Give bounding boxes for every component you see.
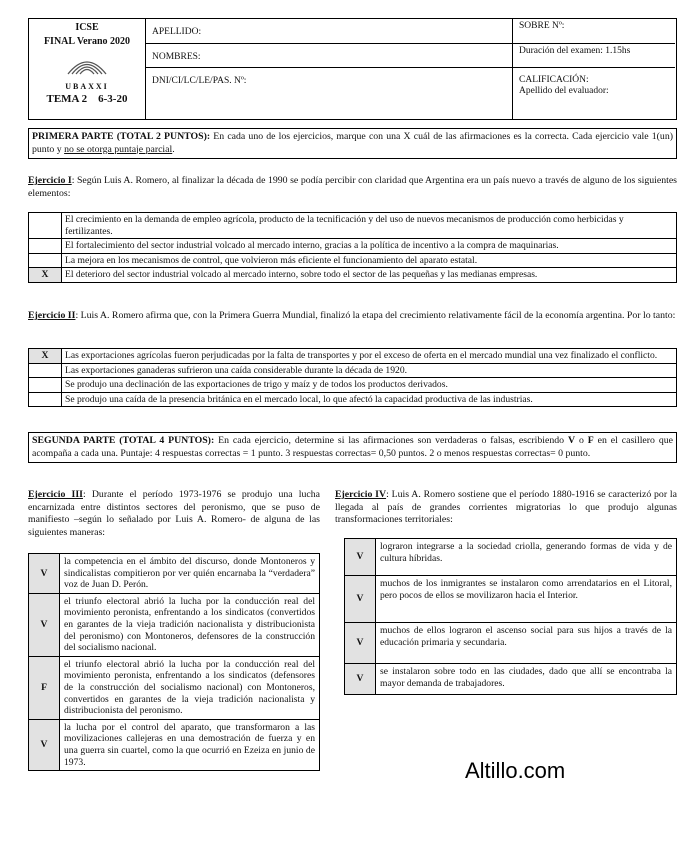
ej4-statement [335,489,677,527]
sobre-field[interactable] [513,19,675,44]
duracion-label: Duración del examen: 1.15hs [519,46,631,56]
vf-answer-box[interactable]: V [345,664,376,695]
option-row [29,378,677,393]
option-row [29,392,677,407]
vf-text: se instalaron sobre todo en las ciudades, dado que allí se encontraba la mayor demanda de trabajadores. [376,664,677,695]
answer-box[interactable] [29,239,62,254]
ej2-text: : Luis A. Romero afirma que, con la Primera Guerra Mundial, finalizó la etapa del crecimiento relativamente fácil de la economía argentina. Por lo tanto: [75,310,676,321]
sobre-label: SOBRE Nº: [519,21,565,31]
apellido-label: APELLIDO: [152,27,202,37]
duracion [513,44,675,68]
vf-row [29,719,320,770]
part2-text: En cada ejercicio, determine si las afirmaciones son verdaderas o falsas, escribiendo [214,435,568,446]
dni-field[interactable] [146,68,513,119]
part2-o: o [575,435,588,446]
part1-title: PRIMERA PARTE (TOTAL 2 PUNTOS): [32,131,211,142]
dni-label: DNI/CI/LC/LE/PAS. Nº: [152,76,247,86]
ej3-text: : Durante el período 1973-1976 se produjo una lucha encarnizada entre distintos sectores del peronismo, que se puso de manifiesto –según lo señalado por Luis A. Romero- de alguna de las siguientes maneras: [28,489,320,538]
ej1-label: Ejercicio I [28,175,72,186]
option-row [29,239,677,254]
vf-answer-box[interactable]: V [29,554,60,594]
watermark: Altillo.com [465,758,566,783]
part1-end: . [172,143,175,155]
option-row [29,253,677,268]
part1-underlined: no se otorga puntaje parcial [64,143,173,155]
ej4-text: : Luis A. Romero sostiene que el período 1880-1916 se caracterizó por la llegada al país de grandes corrientes migratorias lo que produjo algunas transformaciones territoriales: [335,489,677,525]
vf-text: el triunfo electoral abrió la lucha por la conducción real del movimiento peronista, enfrentando a los sindicatos (convertidos en garantes de la vieja tradición nacionalista y distribucionista del peronismo) con Montoneros, defensores de la construcción del socialismo nacional. [60,593,320,656]
nombres-label: NOMBRES: [152,52,201,62]
vf-row [29,593,320,656]
vf-text: la competencia en el ámbito del discurso, donde Montoneros y sindicalistas compitieron por ver quién encarnaba la “verdadera” voz de Juan D. Perón. [60,554,320,594]
answer-box[interactable] [29,378,62,393]
ej3-table [28,553,320,771]
vf-answer-box[interactable]: V [29,719,60,770]
answer-box[interactable] [29,253,62,268]
part2-title: SEGUNDA PARTE (TOTAL 4 PUNTOS): [32,435,215,446]
vf-row [29,656,320,719]
answer-box[interactable] [29,213,62,239]
part2-f: F [587,435,594,446]
option-row [29,268,677,283]
ej3-statement [28,489,320,539]
vf-row [29,554,320,594]
vf-text: muchos de ellos lograron el ascenso social para sus hijos a través de la educación primaria y secundaria. [376,623,677,664]
option-text: El deterioro del sector industrial volcado al mercado interno, sobre todo el sector de las pequeñas y las medianas empresas. [62,268,677,283]
tema-date: TEMA 2 6-3-20 [46,93,128,105]
option-text: El crecimiento en la demanda de empleo agrícola, producto de la tecnificación y del uso de nuevos mecanismos de producción como herbicidas y fertilizantes. [62,213,677,239]
calificacion-field[interactable] [513,68,675,119]
part2-v: V [567,435,576,446]
answer-box[interactable]: X [29,349,62,364]
part2-instructions [28,432,677,463]
vf-text: lograron integrarse a la sociedad criolla, generando formas de vida y de cultura híbridas. [376,539,677,576]
ej1-text: : Según Luis A. Romero, al finalizar la década de 1990 se podía percibir con claridad que Argentina era un país nuevo a través de alguno de los siguientes elementos: [28,175,677,199]
part1-instructions [28,128,677,159]
vf-answer-box[interactable]: V [29,593,60,656]
institution: ICSE [75,22,99,33]
answer-box[interactable]: X [29,268,62,283]
logo-text: UBAXXI [65,82,109,91]
vf-answer-box[interactable]: V [345,623,376,664]
vf-row [345,664,677,695]
part2-rest: en el casillero que acompaña a cada una. Puntaje: 4 respuestas correctas = 1 punto. 3 respuestas correctas= 0,50 puntos. 2 o menos respuestas correctas= 0 punto. [32,435,673,459]
exam-name: FINAL Verano 2020 [43,36,131,47]
vf-row [345,539,677,576]
ej2-options [28,348,677,407]
vf-answer-box[interactable]: V [345,576,376,623]
calificacion-label: CALIFICACIÓN: [519,75,589,85]
option-row [29,213,677,239]
vf-answer-box[interactable]: F [29,656,60,719]
apellido-field[interactable] [146,19,513,44]
ej1-statement [28,175,677,200]
ej2-statement [28,310,677,323]
ej1-options [28,212,677,283]
option-text: El fortalecimiento del sector industrial volcado al mercado interno, gracias a la política de incentivo a la compra de maquinarias. [62,239,677,254]
uba-logo-icon [64,48,110,78]
ej4-label: Ejercicio IV [335,489,387,500]
vf-answer-box[interactable]: V [345,539,376,576]
option-row [29,363,677,378]
vf-text: el triunfo electoral abrió la lucha por la conducción real del movimiento peronista, enfrentando a los sindicatos (defensores de la construcción del socialismo nacional) con Montoneros, convertidos en garantes de la vieja tradición nacionalista y distribucionista del peronismo. [60,656,320,719]
ej3-label: Ejercicio III [28,489,83,500]
option-text: La mejora en los mecanismos de control, que volvieron más eficiente el funcionamiento del aparato estatal. [62,253,677,268]
evaluador-label: Apellido del evaluador: [519,86,609,96]
exam-header [28,18,677,120]
logo-block [29,19,146,119]
option-text: Las exportaciones agrícolas fueron perjudicadas por la falta de transportes y por el exceso de oferta en el mercado mundial una vez finalizado el conflicto. [62,349,677,364]
vf-text: la lucha por el control del aparato, que transformaron a las movilizaciones callejeras en una demostración de fuerza y en una guerra sin cuartel, como la que ocurrió en Ezeiza en junio de 1973. [60,719,320,770]
option-text: Las exportaciones ganaderas sufrieron una caída considerable durante la década de 1920. [62,363,677,378]
part1-text: En cada uno de los ejercicios, marque con una X cuál de las afirmaciones es la correcta. Cada ejercicio vale 1(un) punto y [32,131,673,155]
vf-row [345,576,677,623]
vf-text: muchos de los inmigrantes se instalaron como arrendatarios en el Litoral, pero pocos de ellos se movilizaron hacia el Interior. [376,576,677,623]
nombres-field[interactable] [146,44,513,68]
answer-box[interactable] [29,363,62,378]
option-text: Se produjo una caída de la presencia británica en el mercado local, lo que afectó la capacidad productiva de las industrias. [62,392,677,407]
ej2-label: Ejercicio II [28,310,76,321]
option-text: Se produjo una declinación de las exportaciones de trigo y maíz y de todos los productos derivados. [62,378,677,393]
option-row [29,349,677,364]
ej4-table [344,538,677,695]
answer-box[interactable] [29,392,62,407]
vf-row [345,623,677,664]
